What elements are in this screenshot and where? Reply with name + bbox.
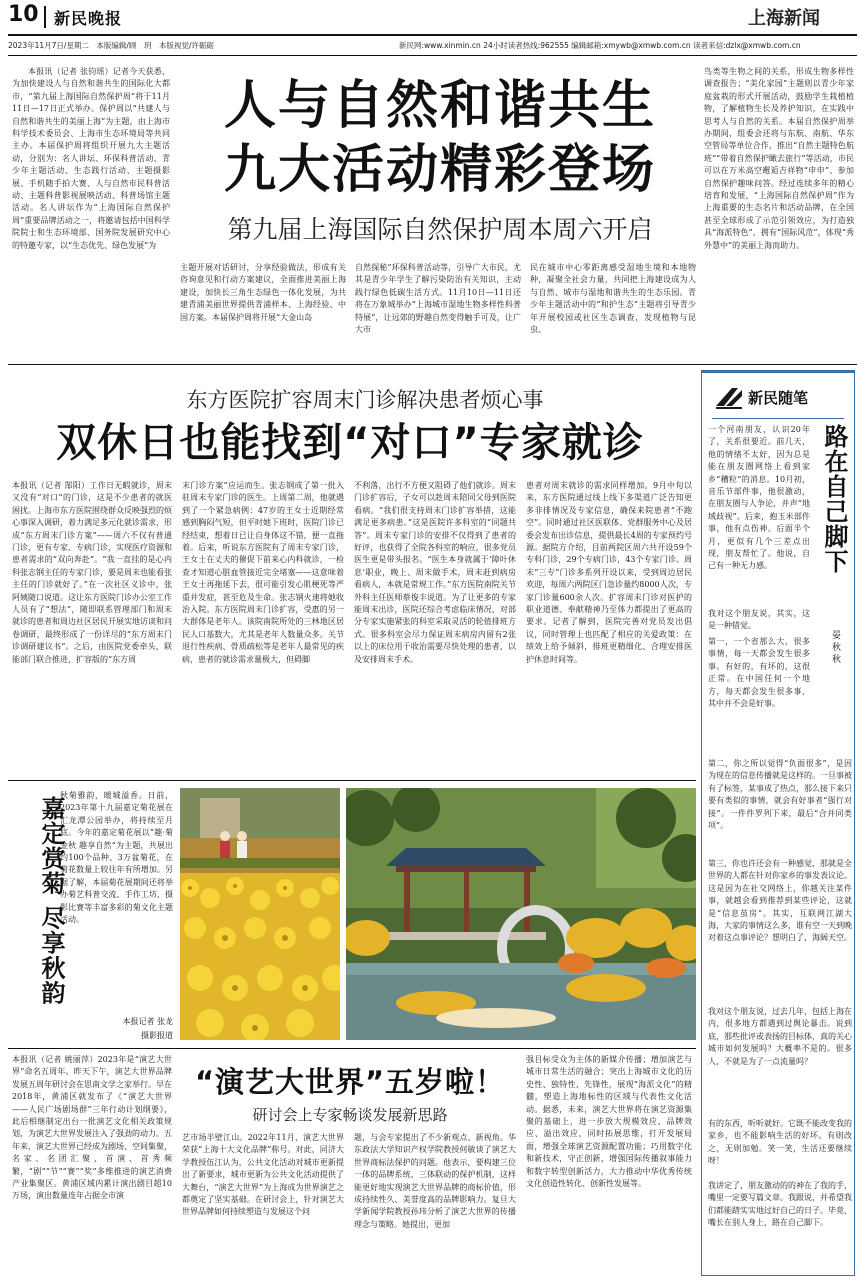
header-divider-small [44, 6, 46, 28]
essay-para8: 我讲定了，朋友激动的的神在了我的手，嘴里一定要写篇文章。我跟说，并希望我们都能踏实实地过好自己的日子。毕竟，嘴长在别人身上，路在自己脚下。 [708, 1181, 852, 1228]
essay-para1: 一个河南朋友，认识20年了，关系很要近。前几天，他的情绪不太好，因为总是能在朋友圈网络上看到家乡“糟粒”的消息。10月初，音乐节部件事，他很激动，在朋友圈与人争论，并声“地域歧视”。后来，抱玉米部件事，他有点伤神。后面半个月，更似有几个三差点出现，朋友帮忙了。他说，自己有一种无力感。 [708, 425, 810, 571]
article1-headline-line2: 九大活动精彩登场 [223, 140, 656, 200]
article4-col3: 题，与会专家提出了不少新观点、新视角。华东政法大学知识产权学院教授何敏谈了演艺大世界商标法保护的问题。他表示，要构建三位一体的品牌系统，三体联动的保护机制，这样能更好地实现演艺大世界品牌的商标价值，形成持续性久、美誉度高的品牌影响力。复旦大学新闻学院教授孙玮分析了演艺大世界的传播理念与策略。她提出，更加 [354, 1133, 516, 1229]
essay-column-header [712, 383, 844, 413]
article4-headline: “演艺大世界”五岁啦！ [194, 1065, 506, 1099]
chrysanthemum-photo-illustration [180, 788, 340, 1040]
article1-subheadline: 第九届上海国际自然保护周本周六开启 [227, 215, 653, 244]
essay-column-name: 新民随笔 [748, 389, 809, 407]
article1-headline-line1: 人与自然和谐共生 [223, 76, 656, 136]
article4-col2: 艺市场半壁江山。2022年11月，演艺大世界荣获“上海十大文化品牌”称号。对此，同济大学教授伍江认为，公共文化活动对城市更新提出了新要求，城市更新为公共文化活动提供了大舞台，“演艺大世界”为上海成为世界演艺之都奠定了坚实基础。在研讨会上，针对演艺大世界品牌如何持续塑造与发展这个问 [182, 1133, 344, 1217]
article2-col3: 不利落，出行不方便又阻碍了他们就诊。周末门诊扩容后，子女可以趁周末陪同父母到医院看病。“我们很支持周末门诊扩容举措，这能满足更多病患。”这是医院许多科室的“同题共答”。周末专家门诊的安排不仅得到了患者的好评，也获得了全院各科室的响应，很多党员医生更是带头报名。“医生本身就属于‘障叶休息’职业，晚上、周末做手术，周末赶到病房看病人，本就是常规工作。”东方医院南院关节外科主任医师蔡俊丰说道。为了让更多的专家能周末出诊，医院还综合考虑临床情况，对部分专家实施紧张的科室采取灵活的轮值排班方式。很多科室会尽力保证周末病房内留有2张以上的床位用于收治需要尽快处理的患者，以及安排周末手术。 [354, 481, 516, 664]
article4-col1: 本报讯（记者 姚丽萍）2023年是“演艺大世界”命名五周年。昨天下午，演艺大世界品牌发展五周年研讨会在思南文学之家举行。早在2018年，黄浦区就发布了《“演艺大世界——人民广场剧场群”三年行动计划纲要》，此后相继制定出台一批演艺文化相关政策规划，为演艺大世界发展注入了强劲的动力。五年来，演艺大世界已经成为剧场、空间集聚，名家、名团汇聚，首演、首秀频繁，“剧”“节”“赛”“奖”多维推进的演艺消费产业集聚区。黄浦区域内累计演出剧目超10万场，演出数量连年占据全市演 [12, 1055, 172, 1201]
essay-para6: 我对这个朋友说，过去几年，包括上海在内，很多地方都遇到过舆论暴击。说到底，那些批评或表扬的目标体，真的关心城市如何发展吗？大概率不是的。很多人，不就是为了一点流量吗？ [708, 1007, 852, 1066]
essay-para5: 第三，你也许还会有一种感觉，那就是全世界的人都在针对你家乡的事发表议论。这是因为在社交网络上，你越关注某件事，就越会看到推荐到某些评论，这就是“信息茧房”。其实，互联网江湖大海，大家的事情这么多，谁有空一天到晚对着这点事评论？想明白了，海阔天空。 [708, 859, 852, 943]
article1-col4: 民在城市中心零距离感受湿地生境和本地物种，凝聚全社会力量，共同把上海建设成为人与自然、城市与湿地和谐共生的生态乐园。青少年主题活动中的“和护生态”主题将引导青少年开展校园或社区生态调查，发现植物与昆虫、 [530, 263, 696, 335]
essay-para7: 有的东西，听听就好。它既不能改变我的家乡，也不能影响生活的好坏。有则改之，无则加勉。笑一笑，生活还要继续呀！ [708, 1119, 852, 1166]
contact-line: 新民网:www.xinmin.cn 24小时读者热线:962555 编辑邮箱:xmywb@xmwb.com.cn 读者来信:dzlx@xmwb.com.cn [399, 41, 801, 50]
article3-text: 秋菊雅韵，暖城溢香。日前，2023年第十九届嘉定菊花展在汇龙潭公园举办，将持续至月底。今年的嘉定菊花展以“趣·菊金秋 趣享自然”为主题，共展出约100个品种、3万盆菊花，在菊花数量上较往年有所增加。另据了解，本届菊花展期间还将举办菊艺科普交流、手作工坊、摄影比赛等丰富多彩的菊文化主题活动。 [60, 791, 173, 925]
header-rule-top [8, 34, 857, 36]
essay-box-top-bar [701, 370, 855, 373]
article2-col1: 本报讯（记者 郜阳）工作日无暇就诊，周末又没有“对口”的门诊，这是不少患者的就医困扰。上海市东方医院围绕群众反映强烈的烦心事深入调研，着力满足多元化就诊需求，形成“东方周末门诊方案”——周六不仅有普通门诊，更有专家、专病门诊，实现医疗资源和患者需求的“双向奔赴”。“我一直挂的是心内科张志钢主任的专家门诊，要是周末也能看张主任的门诊就好了。”在一次社区义诊中，张阿姨随口说道。这让东方医院门诊办公室工作人员有了“想法”，随即联系管理部门和周末就诊的患者和周边社区居民开展实地访谈和问卷调研，最终形成了一份详尽的“东方周末门诊调研建议书”。之后，由医院党委牵头，联能部门联合推进，扩容版的“东方周 [12, 481, 172, 664]
chrysanthemum-photo [180, 788, 340, 1040]
pavilion-photo [346, 788, 696, 1040]
article4-col4: 强目标受众为主体的新媒介传播；增加演艺与城市日常生活的融合；突出上海城市文化的历史性、独特性、先锋性，展现“海派文化”的精髓，塑造上海地标性的区域与代表性文化活动。据悉，未来，演艺大世界将在演艺资源集聚的基础上，进一步放大规模效应、品牌效应、溢出效应，同时拓展思维，打开发展局面，增强全球演艺资源配置功能；巧用数字化和新技术，守正创新，增强国际传播叙事能力和数字转型创新活力，大力推动中华优秀传统文化创造性转化、创新性发展等。 [526, 1055, 692, 1189]
page-number: 10 [8, 2, 39, 27]
article1-col1: 本报讯（记者 张钧瑶）记者今天获悉，为加快建设人与自然和谐共生的国际化大都市，“第九届上海国际自然保护周”将于11月11日—17日正式举办。保护周以“共建人与自然和谐共生的美丽上海”为主题，由上海市科学技术委员会、上海市生态环境局等共同主办。本届保护周将组织开展九大主题活动，分别为：名人讲坛、环保科普活动、青少年主题活动、生态践行活动、主题摄影展、手机随手拍大赛、人与自然市民科普活动、主题科普影视展映活动、科普场馆主题活动。名人讲坛作为“上海国际自然保护周”重要品牌活动之一，将邀请包括中国科学院院士和生态环境部、国务院发展研究中心的特邀专家，以“生态优先、绿色发展”为 [12, 67, 170, 250]
essay-title: 路在自己脚下 [820, 424, 848, 574]
essay-para3: 第一，一个省那么大，很多事情，每一天都会发生很多事。有好的，有坏的，这很正常。在中国任何一个地方，每天都会发生很多事，其中并不会是好事。 [708, 637, 810, 709]
article1-bottom-rule [8, 364, 857, 365]
date-line: 2023年11月7日/星期二 本版编辑/顾 玥 本版视觉/许砺砺 [8, 41, 214, 50]
paper-name: 新民晚报 [54, 9, 123, 28]
essay-para2: 我对这个朋友说，其实，这是一种错觉。 [708, 609, 810, 631]
pen-logo-icon [714, 386, 744, 410]
article3-byline: 本报记者 张龙 [122, 1017, 173, 1026]
article1-col2: 主题开展对话研讨，分享经验做法，形成有关咨询意见和行动方案建议，全面推进美丽上海建设，加快长三角生态绿色一体化发展，为共建青浦美丽世界提供青浦样本、上海经验、中国方案。本届保护周将开展“大金山岛 [180, 263, 346, 322]
article2-kicker: 东方医院扩容周末门诊解决患者烦心事 [186, 388, 544, 412]
pavilion-photo-illustration [346, 788, 696, 1040]
article2-bottom-rule [8, 780, 696, 781]
article3-title: 嘉定赏菊 尽享秋韵 [37, 796, 65, 1006]
article4-subheadline: 研讨会上专家畅谈发展新思路 [252, 1106, 448, 1124]
article2-headline: 双休日也能找到“对口”专家就诊 [56, 420, 644, 466]
article3-bottom-rule [8, 1048, 696, 1049]
essay-author: 晏秋秋 [830, 630, 840, 666]
article1-col3: 自然探秘”环保科普活动等，引导广大市民，尤其是青少年学生了解污染防治有关知识，主动践行绿色低碳生活方式。11月10日—11日还将在万象城举办“上海城市湿地生物多样性科普特展”，让远郊的野趣自然变得触手可及，让广大市 [355, 263, 521, 335]
essay-header-rule [712, 418, 844, 419]
essay-para4: 第二，你之所以觉得“负面很多”，是因为现在的信息传播就是这样的。一旦事被有了标签，某事成了热点，那么接下来只要有类似的事情，就会有好事者“强行对接”。一件件罗列下来，最后“合并同类项”。 [708, 759, 852, 831]
article2-col4: 患者对周末就诊的需求同样增加。9月中旬以来，东方医院通过线上线下多渠道广泛告知更多非排情况及专家信息，确保来院患者“不跑空”。同时通过社区医联体、党群服务中心及居委会发布出诊信息，提供最长4周的专家预约号源。据院方介绍，目前两院区周六共开设59个专科门诊，29个专病门诊，43个专家门诊。周末“三专”门诊多系列开设以来，受到周边居民欢迎，每周六两院区门急诊量约8000人次，专家门诊量600余人次。扩容周末门诊对医护的职业道德、奉献精神乃至体力都提出了更高的要求。记者了解到，医院完善对党员发出倡议，同时管理上也匹配了相应的关爱政策：在绩效上给予倾斜，排班更精细化、合理安排医护休息时间等。 [526, 481, 692, 664]
header-rule-bottom [8, 55, 857, 56]
article1-col5: 鸟类等生物之间的关系，形成生物多样性调查报告；“美化家园”主题则以青少年家庭盆栽的形式开展活动，鼓励学生栽植植物，了解植物生长及养护知识，在实践中思考人与自然的关系。本届自然保护周举办期间，组委会还将与东航、南航、华东空管局等单位合作，推出“自然主题特色航班”“带着自然保护瞰去旅行”等活动，市民可以在万米高空邂逅吉祥物“申申”、参加自然保护趣味问答。经过连续多年的精心培育和发展，“上海国际自然保护周”作为上海重要的生态名片和活动品牌，在全国甚至全球形成了示范引领效应，为打造独具“海派特色”，拥有“国际风范”，体现“秀外慧中”的美丽上海而助力。 [704, 67, 854, 250]
article2-col2: 末门诊方案”应运而生。张志钢成了第一批入驻周末专家门诊的医生。上周第二周，他就遇到了一个紧急病例：47岁的王女士近期经常感到胸闷气短，但平时她下班时，医院门诊已经结束，想着日已让自身体这不错，便一直拖着。后来，听说东方医院有了周末专家门诊，王女士在丈夫的催促下前来心内科就诊，一检查才知道心脏血管接近完全堵塞——这意味着王女士再拖延下去，很可能引发心肌梗死等严重并发症，甚至危及生命。张志钢火速将她收治入院。东方医院周末门诊扩容，受惠的另一大群体是老年人。该院南院所处的三林地区居民人口基数大，尤其是老年人数量众多。关节退行性疾病、骨质疏松等是老年人最常见的疾病，患者的就诊需求量极大，但碍脚 [182, 481, 344, 664]
section-title: 上海新闻 [748, 8, 820, 29]
article3-photo-credit: 摄影报道 [141, 1031, 173, 1040]
